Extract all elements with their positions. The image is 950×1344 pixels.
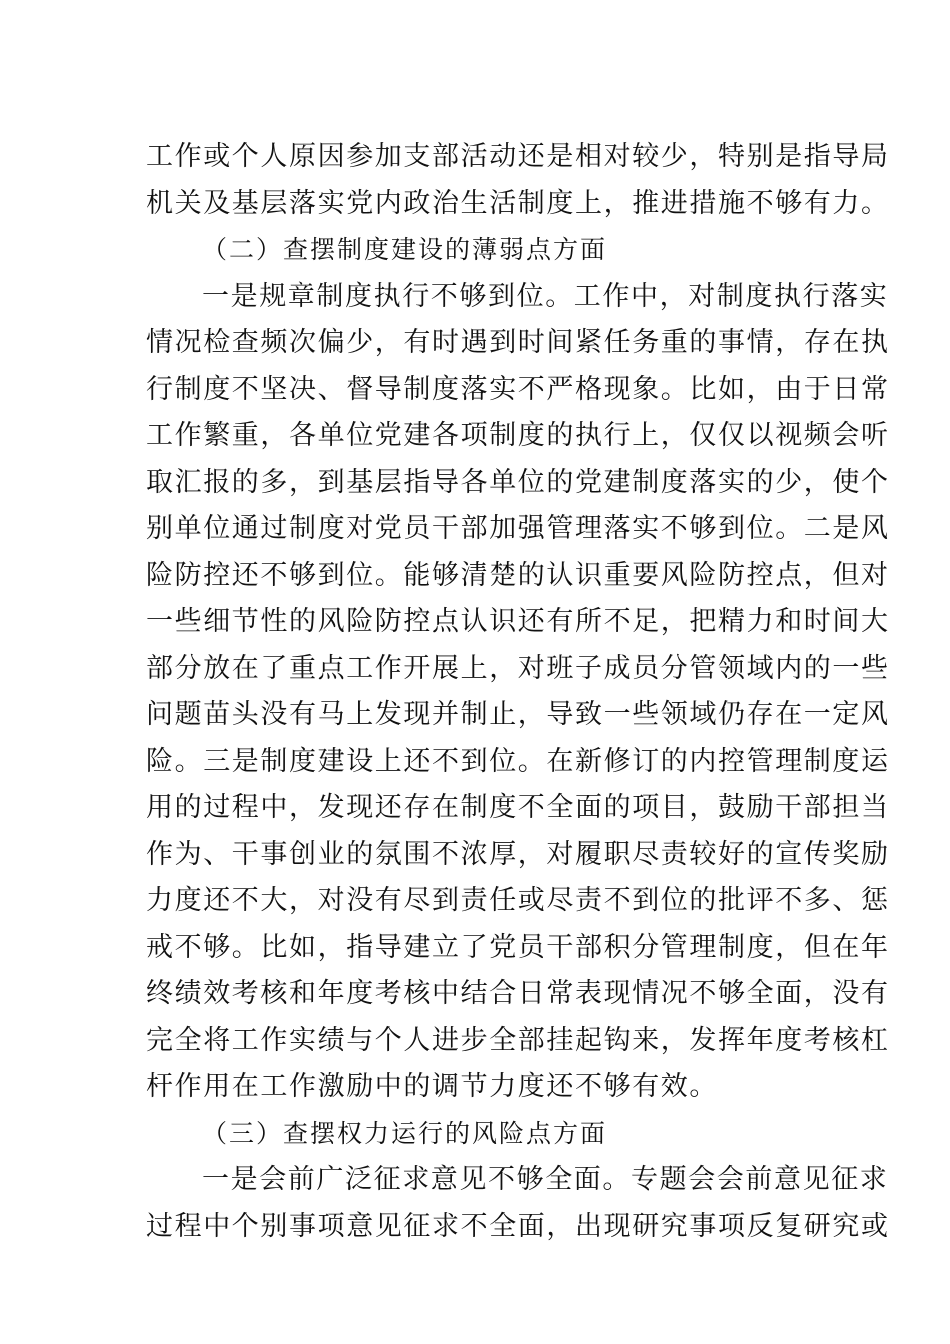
document-body xyxy=(146,134,890,1250)
text-line: 机关及基层落实党内政治生活制度上，推进措施不够有力。 xyxy=(146,187,890,219)
text-line: 情况检查频次偏少，有时遇到时间紧任务重的事情，存在执 xyxy=(146,327,890,358)
text-line: 过程中个别事项意见征求不全面，出现研究事项反复研究或 xyxy=(146,1210,890,1242)
text-line: 行制度不坚决、督导制度落实不严格现象。比如，由于日常 xyxy=(146,373,890,405)
text-line: 戒不够。比如，指导建立了党员干部积分管理制度，但在年 xyxy=(146,931,890,963)
text-line: 终绩效考核和年度考核中结合日常表现情况不够全面，没有 xyxy=(146,978,890,1009)
text-line: 用的过程中，发现还存在制度不全面的项目，鼓励干部担当 xyxy=(146,792,890,823)
text-line: 工作繁重，各单位党建各项制度的执行上，仅仅以视频会听 xyxy=(146,420,890,451)
text-line: 一些细节性的风险防控点认识还有所不足，把精力和时间大 xyxy=(146,606,890,637)
text-line: 别单位通过制度对党员干部加强管理落实不够到位。二是风 xyxy=(146,513,890,544)
paragraph-first-line: 一是规章制度执行不够到位。工作中，对制度执行落实 xyxy=(202,280,889,312)
text-line: 工作或个人原因参加支部活动还是相对较少，特别是指导局 xyxy=(146,141,890,172)
text-line: 险防控还不够到位。能够清楚的认识重要风险防控点，但对 xyxy=(146,559,890,591)
text-line: 部分放在了重点工作开展上，对班子成员分管领域内的一些 xyxy=(146,652,890,684)
text-line: 杆作用在工作激励中的调节力度还不够有效。 xyxy=(146,1071,718,1102)
text-line: 作为、干事创业的氛围不浓厚，对履职尽责较好的宣传奖励 xyxy=(146,838,890,870)
text-line: 险。三是制度建设上还不到位。在新修订的内控管理制度运 xyxy=(146,745,890,777)
paragraph-first-line: 一是会前广泛征求意见不够全面。专题会会前意见征求 xyxy=(202,1164,889,1195)
section-heading: （三）查摆权力运行的风险点方面 xyxy=(202,1118,608,1148)
text-line: 完全将工作实绩与个人进步全部挂起钩来，发挥年度考核杠 xyxy=(146,1024,890,1056)
text-line: 取汇报的多，到基层指导各单位的党建制度落实的少，使个 xyxy=(146,466,890,498)
section-heading: （二）查摆制度建设的薄弱点方面 xyxy=(202,235,608,264)
text-line: 问题苗头没有马上发现并制止，导致一些领域仍存在一定风 xyxy=(146,699,890,730)
text-line: 力度还不大，对没有尽到责任或尽责不到位的批评不多、惩 xyxy=(146,885,890,916)
